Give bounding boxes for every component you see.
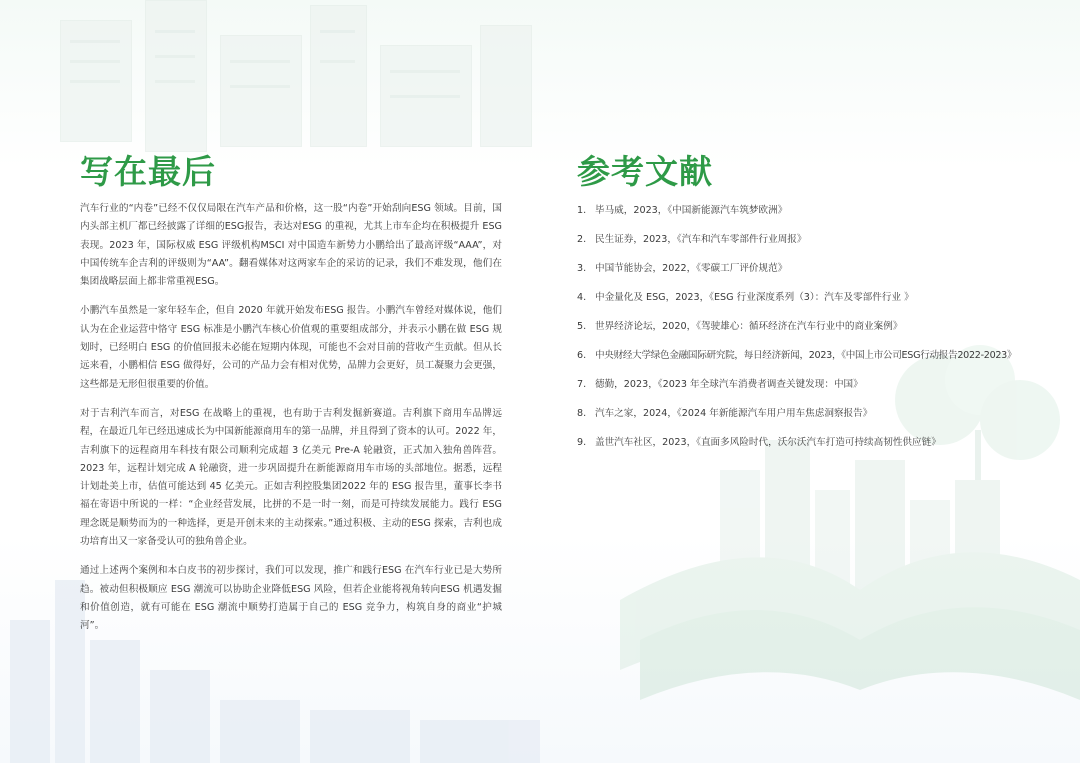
- conclusion-paragraph: 通过上述两个案例和本白皮书的初步探讨，我们可以发现，推广和践行ESG 在汽车行业已是大势所趋。被动但积极顺应 ESG 潮流可以协助企业降低ESG 风险，但若企业能将视角转向ESG 机遇发掘和价值创造，就有可能在 ESG 潮流中顺势打造属于自己的 ESG 竞争力，构筑自身的商业“护城河”。: [80, 565, 502, 632]
- reference-number: 8.: [577, 408, 587, 419]
- page-title-references: 参考文献: [577, 152, 713, 191]
- conclusion-paragraph: 汽车行业的“内卷”已经不仅仅局限在汽车产品和价格，这一股“内卷”开始刮向ESG 领域。目前，国内头部主机厂都已经披露了详细的ESG报告，表达对ESG 的重视，尤其上市车企均在积极提升 ESG 表现。2023 年，国际权威 ESG 评级机构MSCI 对中国造车新势力小鹏给出了最高评级“AAA”，对中国传统车企吉利的评级则为“AA”。翻看媒体对这两家车企的采访的记录，我们不难发现，他们在集团战略层面上都非常重视ESG。: [80, 203, 502, 288]
- reference-number: 5.: [577, 321, 587, 332]
- reference-item: [577, 231, 1047, 260]
- reference-item: [577, 405, 1047, 434]
- page-title-conclusion: 写在最后: [80, 152, 216, 191]
- reference-number: 9.: [577, 437, 587, 448]
- reference-number: 2.: [577, 234, 587, 245]
- conclusion-paragraph: 对于吉利汽车而言，对ESG 在战略上的重视，也有助于吉利发掘新赛道。吉利旗下商用车品牌远程，在最近几年已经迅速成长为中国新能源商用车的第一品牌，并且得到了资本的认可。2022 年，吉利旗下的远程商用车科技有限公司顺利完成超 3 亿美元 Pre-A 轮融资，正式加入独角兽阵营。2023 年，远程计划完成 A 轮融资，进一步巩固提升在新能源商用车市场的头部地位。据悉，远程计划赴美上市，估值可能达到 45 亿美元。正如吉利控股集团2022 年的 ESG 报告里，董事长李书福在寄语中所说的一样：“企业经营发展，比拼的不是一时一刻，而是可持续发展能力。践行 ESG 理念既是顺势而为的一种选择，更是开创未来的主动探索。”通过积极、主动的ESG 探索，吉利也成功培育出又一家备受认可的独角兽企业。: [80, 407, 502, 548]
- reference-number: 1.: [577, 205, 587, 216]
- reference-text: 世界经济论坛，2020，《驾驶雄心：循环经济在汽车行业中的商业案例》: [595, 321, 903, 332]
- reference-item: [577, 260, 1047, 289]
- city-skyline-illustration: [0, 0, 540, 160]
- reference-item: [577, 318, 1047, 347]
- reference-text: 中国节能协会，2022，《零碳工厂评价规范》: [595, 263, 788, 274]
- conclusion-body: [80, 200, 502, 647]
- reference-number: 4.: [577, 292, 587, 303]
- reference-item: [577, 347, 1047, 376]
- reference-item: [577, 376, 1047, 405]
- reference-list: [577, 202, 1047, 463]
- reference-item: [577, 202, 1047, 231]
- reference-text: 毕马威，2023，《中国新能源汽车筑梦欧洲》: [595, 205, 788, 216]
- reference-text: 德勤，2023，《2023 年全球汽车消费者调查关键发现：中国》: [595, 379, 863, 390]
- reference-text: 汽车之家，2024，《2024 年新能源汽车用户用车焦虑洞察报告》: [595, 408, 873, 419]
- reference-number: 7.: [577, 379, 587, 390]
- reference-number: 6.: [577, 350, 587, 361]
- conclusion-paragraph: 小鹏汽车虽然是一家年轻车企，但自 2020 年就开始发布ESG 报告。小鹏汽车曾经对媒体说，他们认为在企业运营中恪守 ESG 标准是小鹏汽车核心价值观的重要组成部分，并表示小鹏在做 ESG 规划时，已经明白 ESG 的价值回报未必能在短期内体现，可能也不会对目前的营收产生贡献。但从长远来看，小鹏相信 ESG 做得好，公司的产品力会有相对优势，品牌力会更好，员工凝聚力会更强，这些都是无形但很重要的价值。: [80, 305, 502, 390]
- reference-item: [577, 434, 1047, 463]
- reference-text: 中央财经大学绿色金融国际研究院，每日经济新闻，2023，《中国上市公司ESG行动报告2022-2023》: [595, 350, 1017, 361]
- reference-item: [577, 289, 1047, 318]
- reference-text: 民生证券，2023，《汽车和汽车零部件行业周报》: [595, 234, 807, 245]
- reference-text: 中金量化及 ESG，2023，《ESG 行业深度系列（3）：汽车及零部件行业 》: [595, 292, 914, 303]
- reference-number: 3.: [577, 263, 587, 274]
- reference-text: 盖世汽车社区，2023，《直面多风险时代，沃尔沃汽车打造可持续高韧性供应链》: [595, 437, 941, 448]
